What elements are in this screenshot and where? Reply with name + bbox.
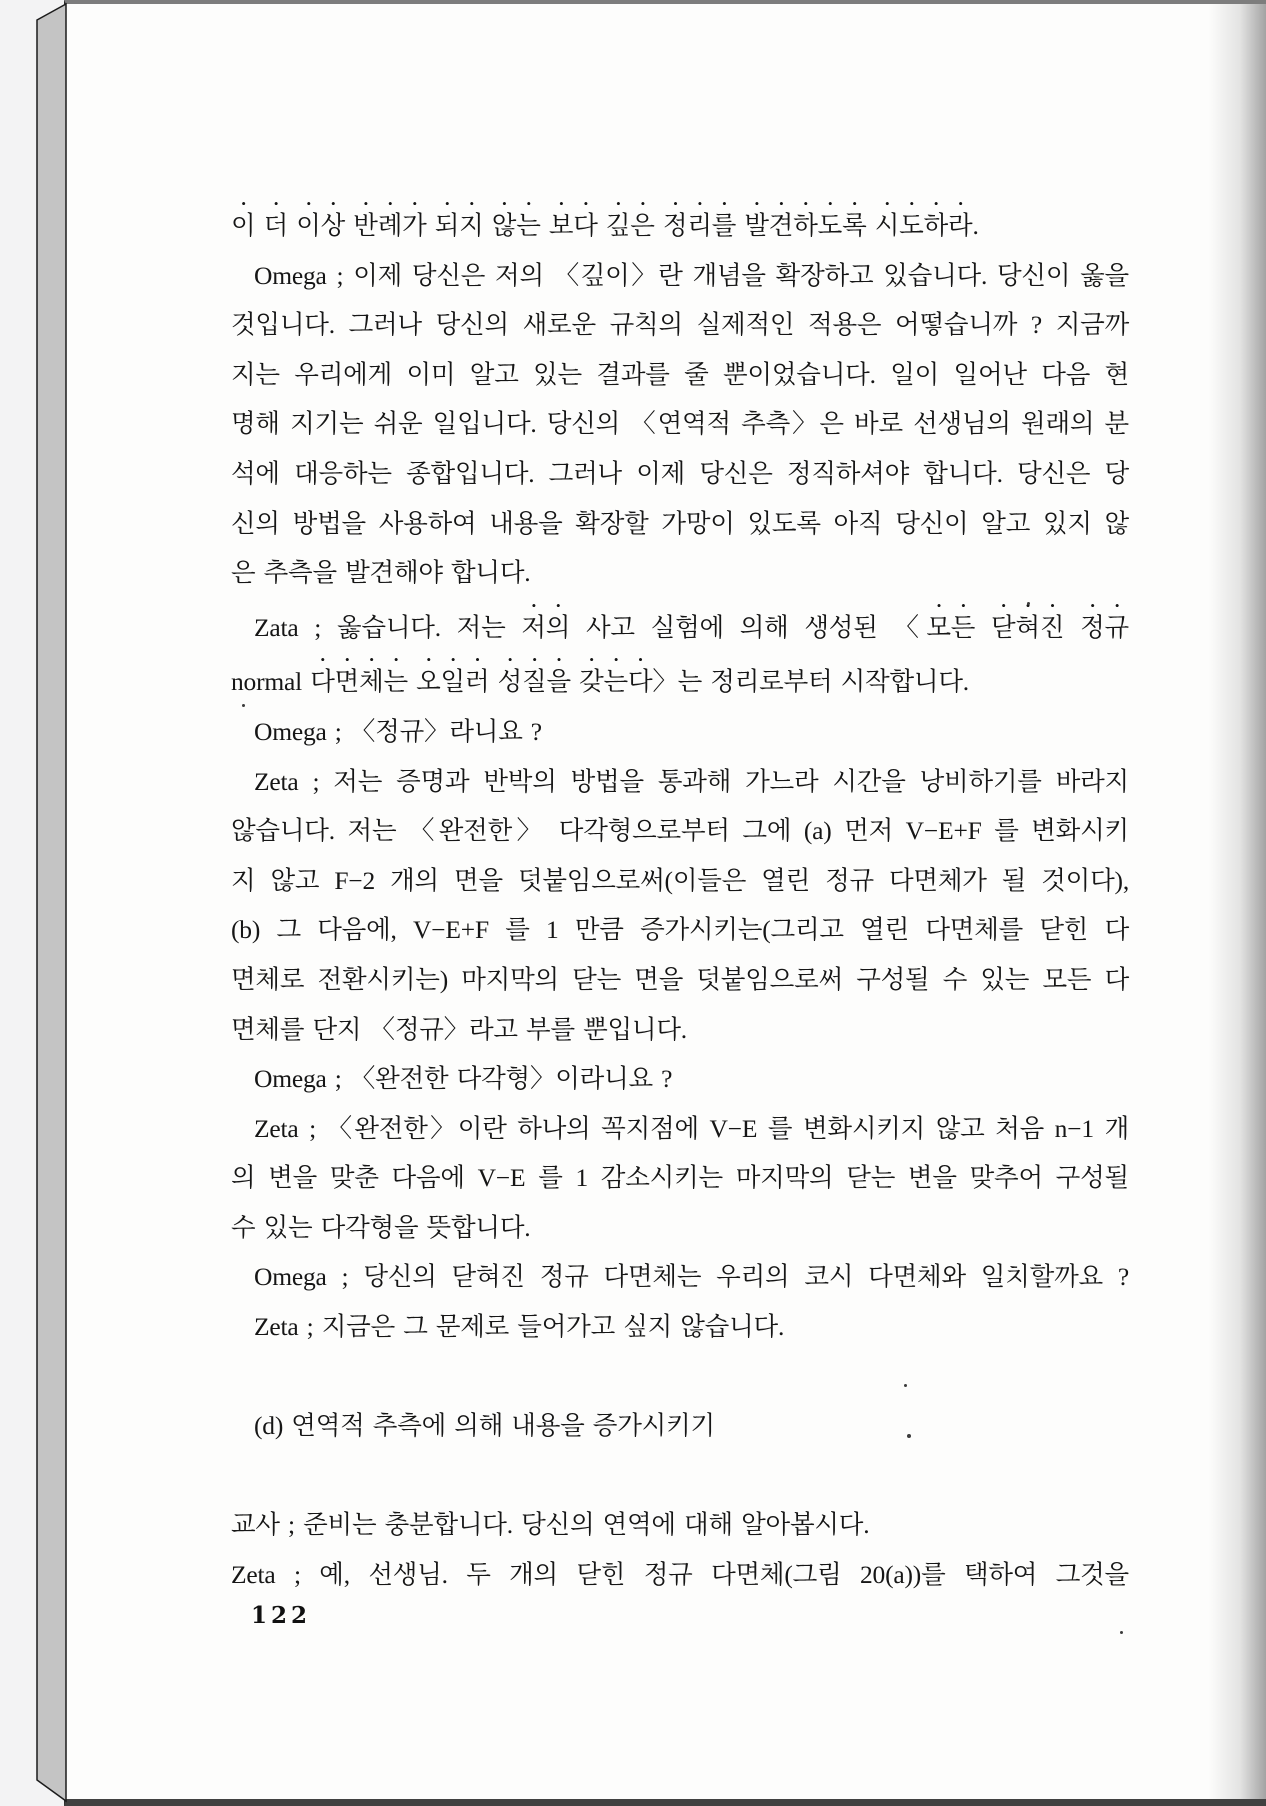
text-line — [231, 300, 1129, 350]
emphasized-text: 저의 — [521, 612, 571, 642]
text-segment: 않습니다. 저는 〈완전한〉 다각형으로부터 그에 (a) 먼저 V−E+F 를 변화시키 — [231, 816, 1129, 846]
text-line — [231, 1153, 1129, 1203]
text-line — [231, 196, 1129, 251]
text-segment: Zeta ; 〈완전한〉이란 하나의 꼭지점에 V−E 를 변화시키지 않고 처음 n−1 개 — [254, 1113, 1129, 1143]
scan-speckle — [1027, 602, 1030, 605]
text-line — [231, 548, 1129, 598]
text-segment: 은 추측을 발견해야 합니다. — [231, 558, 531, 588]
page-edge-spine — [0, 0, 70, 1806]
text-line — [231, 399, 1129, 449]
text-line — [231, 652, 1129, 707]
text-segment: 사고 실험에 의해 생성된 〈 — [570, 612, 927, 642]
text-segment: 지 않고 F−2 개의 면을 덧붙임으로써(이들은 열린 정규 다면체가 될 것이다), — [231, 865, 1129, 895]
text-segment: Omega ; 〈완전한 다각형〉이라니요 ? — [254, 1064, 673, 1094]
emphasized-text: 모든 닫혀진 정규 — [926, 612, 1129, 642]
text-line — [231, 757, 1129, 807]
text-line — [231, 1302, 1129, 1352]
emphasized-text: 이 더 이상 반례가 되지 않는 보다 깊은 정리를 발견하도록 시도하라 — [231, 211, 973, 240]
text-segment: Omega ; 〈정규〉라니요 ? — [254, 716, 542, 746]
text-segment: 면체로 전환시키는) 마지막의 닫는 면을 덧붙임으로써 구성될 수 있는 모든 다 — [231, 964, 1129, 994]
text-line — [231, 251, 1129, 301]
page-curl-shadow — [1208, 4, 1266, 1799]
page-text-block — [231, 4, 1129, 1600]
text-line — [231, 1252, 1129, 1302]
text-line — [231, 955, 1129, 1005]
text-segment: Omega ; 당신의 닫혀진 정규 다면체는 우리의 코시 다면체와 일치할까요 ? — [254, 1262, 1129, 1292]
text-segment: 것입니다. 그러나 당신의 새로운 규칙의 실제적인 적용은 어떻습니까 ? 지금까 — [231, 310, 1129, 340]
text-segment: (b) 그 다음에, V−E+F 를 1 만큼 증가시키는(그리고 열린 다면체를 닫힌 다 — [231, 915, 1129, 945]
text-line — [231, 499, 1129, 549]
emphasized-text: 다면체는 오일러 성질을 갖는다 — [310, 667, 653, 697]
text-segment: normal — [231, 667, 311, 697]
text-line — [231, 1401, 1129, 1451]
text-segment: 지는 우리에게 이미 알고 있는 결과를 줄 뿐이었습니다. 일이 일어난 다음 현 — [231, 359, 1129, 389]
text-segment: Zeta ; 예, 선생님. 두 개의 닫힌 정규 다면체(그림 20(a))를 택하여 그것을 — [231, 1560, 1129, 1590]
text-line — [231, 1203, 1129, 1253]
text-segment: 〉는 정리로부터 시작합니다. — [652, 667, 969, 697]
text-line — [231, 1005, 1129, 1055]
text-line — [231, 856, 1129, 906]
text-line — [231, 449, 1129, 499]
text-segment: Zeta ; 지금은 그 문제로 들어가고 싶지 않습니다. — [254, 1312, 785, 1342]
text-segment: (d) 연역적 추측에 의해 내용을 증가시키기 — [254, 1411, 715, 1441]
text-line — [231, 598, 1129, 653]
text-segment: 수 있는 다각형을 뜻합니다. — [231, 1212, 531, 1242]
text-segment: 석에 대응하는 종합입니다. 그러나 이제 당신은 정직하셔야 합니다. 당신은 당 — [231, 458, 1129, 488]
scan-speckle — [904, 1384, 907, 1387]
text-segment: 명해 지기는 쉬운 일입니다. 당신의 〈연역적 추측〉은 바로 선생님의 원래의 분 — [231, 409, 1129, 439]
scan-speckle — [1120, 1631, 1123, 1634]
scan-speckle — [242, 704, 245, 707]
text-line — [231, 1054, 1129, 1104]
text-segment: Omega ; 이제 당신은 저의 〈깊이〉란 개념을 확장하고 있습니다. 당신이 옳을 — [254, 260, 1129, 290]
scan-speckle — [907, 1434, 911, 1438]
book-page — [64, 0, 1266, 1806]
text-line — [231, 905, 1129, 955]
text-line — [231, 806, 1129, 856]
page-number: 122 — [251, 1602, 312, 1629]
text-segment: . — [972, 211, 979, 240]
text-segment: 교사 ; 준비는 충분합니다. 당신의 연역에 대해 알아봅시다. — [231, 1510, 870, 1540]
text-line — [231, 350, 1129, 400]
text-line — [231, 1104, 1129, 1154]
text-line — [231, 1500, 1129, 1550]
text-line — [231, 1550, 1129, 1600]
text-segment: Zata ; 옳습니다. 저는 — [254, 612, 522, 642]
text-line — [231, 707, 1129, 757]
text-segment: 신의 방법을 사용하여 내용을 확장할 가망이 있도록 아직 당신이 알고 있지 않 — [231, 508, 1129, 538]
text-segment: Zeta ; 저는 증명과 반박의 방법을 통과해 가느라 시간을 낭비하기를 바라지 — [254, 766, 1129, 796]
text-segment: 의 변을 맞춘 다음에 V−E 를 1 감소시키는 마지막의 닫는 변을 맞추어 구성될 — [231, 1163, 1129, 1193]
text-segment: 면체를 단지 〈정규〉라고 부를 뿐입니다. — [231, 1014, 687, 1044]
